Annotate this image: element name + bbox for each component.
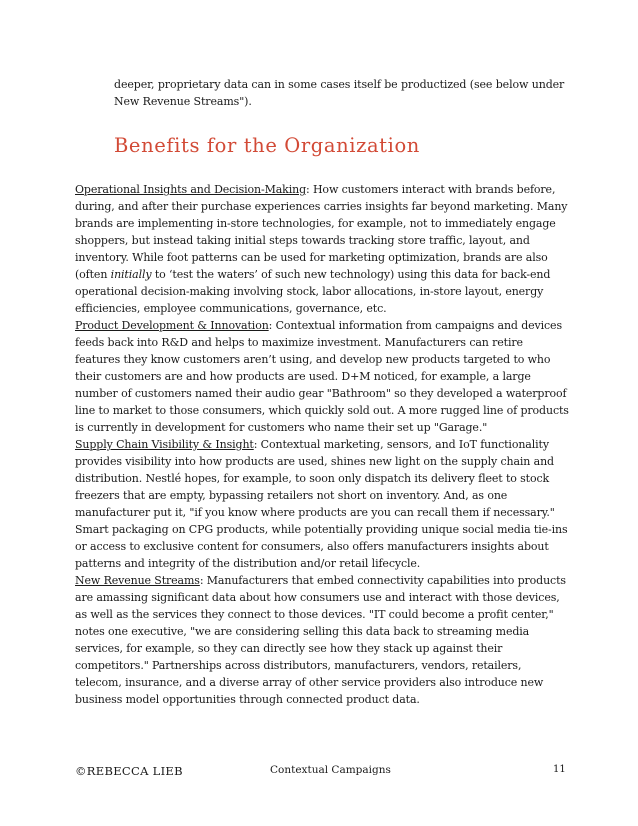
paragraph-text-product: : Contextual information from campaigns and devices feeds back into R&D and helps to maximize investment. Manufacturers can retire features they know customers aren’t using, and develop new products targeted to who their customers are and how products are used. D+M noticed, for example, a large number of customers named their audio gear "Bathroom" so they developed a waterproof line to market to those consumers, which quickly sold out. A more rugged line of products is currently in development for customers who name their set up "Garage." xyxy=(75,319,569,434)
paragraph-product xyxy=(75,317,570,436)
paragraph-title-supply: Supply Chain Visibility & Insight xyxy=(75,438,254,451)
paragraph-text-supply: : Contextual marketing, sensors, and IoT functionality provides visibility into how products are used, shines new light on the supply chain and distribution. Nestlé hopes, for example, to soon only dispatch its delivery fleet to stock freezers that are empty, bypassing retailers not short on inventory. And, as one manufacturer put it, "if you know where products are you can recall them if necessary." Smart packaging on CPG products, while potentially providing unique social media tie-ins or access to exclusive content for consumers, also offers manufacturers insights about patterns and integrity of the distribution and/or retail lifecycle. xyxy=(75,438,568,570)
paragraph-italic-operational: initially xyxy=(110,268,152,281)
paragraph-text-operational-b: to ‘test the waters’ of such new technology) using this data for back-end operational decision-making involving stock, labor allocations, in-store layout, energy efficiencies, employee communications, governance, etc. xyxy=(75,268,551,315)
paragraph-title-product: Product Development & Innovation xyxy=(75,319,269,332)
paragraph-title-revenue: New Revenue Streams xyxy=(75,574,200,587)
footer-page-number: 11 xyxy=(553,764,566,775)
paragraph-text-revenue: : Manufacturers that embed connectivity capabilities into products are amassing significant data about how consumers use and interact with those devices, as well as the services they connect to those devices. "IT could become a profit center," notes one executive, "we are considering selling this data back to streaming media services, for example, so they can directly see how they stack up against their competitors." Partnerships across distributors, manufacturers, vendors, retailers, telecom, insurance, and a diverse array of other service providers also introduce new business model opportunities through connected product data. xyxy=(75,574,566,706)
section-heading: Benefits for the Organization xyxy=(114,134,420,157)
paragraph-operational xyxy=(75,181,570,317)
paragraph-title-operational: Operational Insights and Decision-Making xyxy=(75,183,306,196)
intro-paragraph: deeper, proprietary data can in some cases itself be productized (see below under New Revenue Streams"). xyxy=(114,78,565,108)
paragraph-text-operational-a: : How customers interact with brands before, during, and after their purchase experiences carries insights far beyond marketing. Many brands are implementing in-store technologies, for example, not to immediately engage shoppers, but instead taking initial steps towards tracking store traffic, layout, and inventory. While foot patterns can be used for marketing optimization, brands are also (often xyxy=(75,183,568,281)
footer-author: ©REBECCA LIEB xyxy=(75,764,183,778)
paragraph-supply xyxy=(75,436,570,572)
paragraph-revenue xyxy=(75,572,570,708)
footer-title: Contextual Campaigns xyxy=(270,764,391,776)
